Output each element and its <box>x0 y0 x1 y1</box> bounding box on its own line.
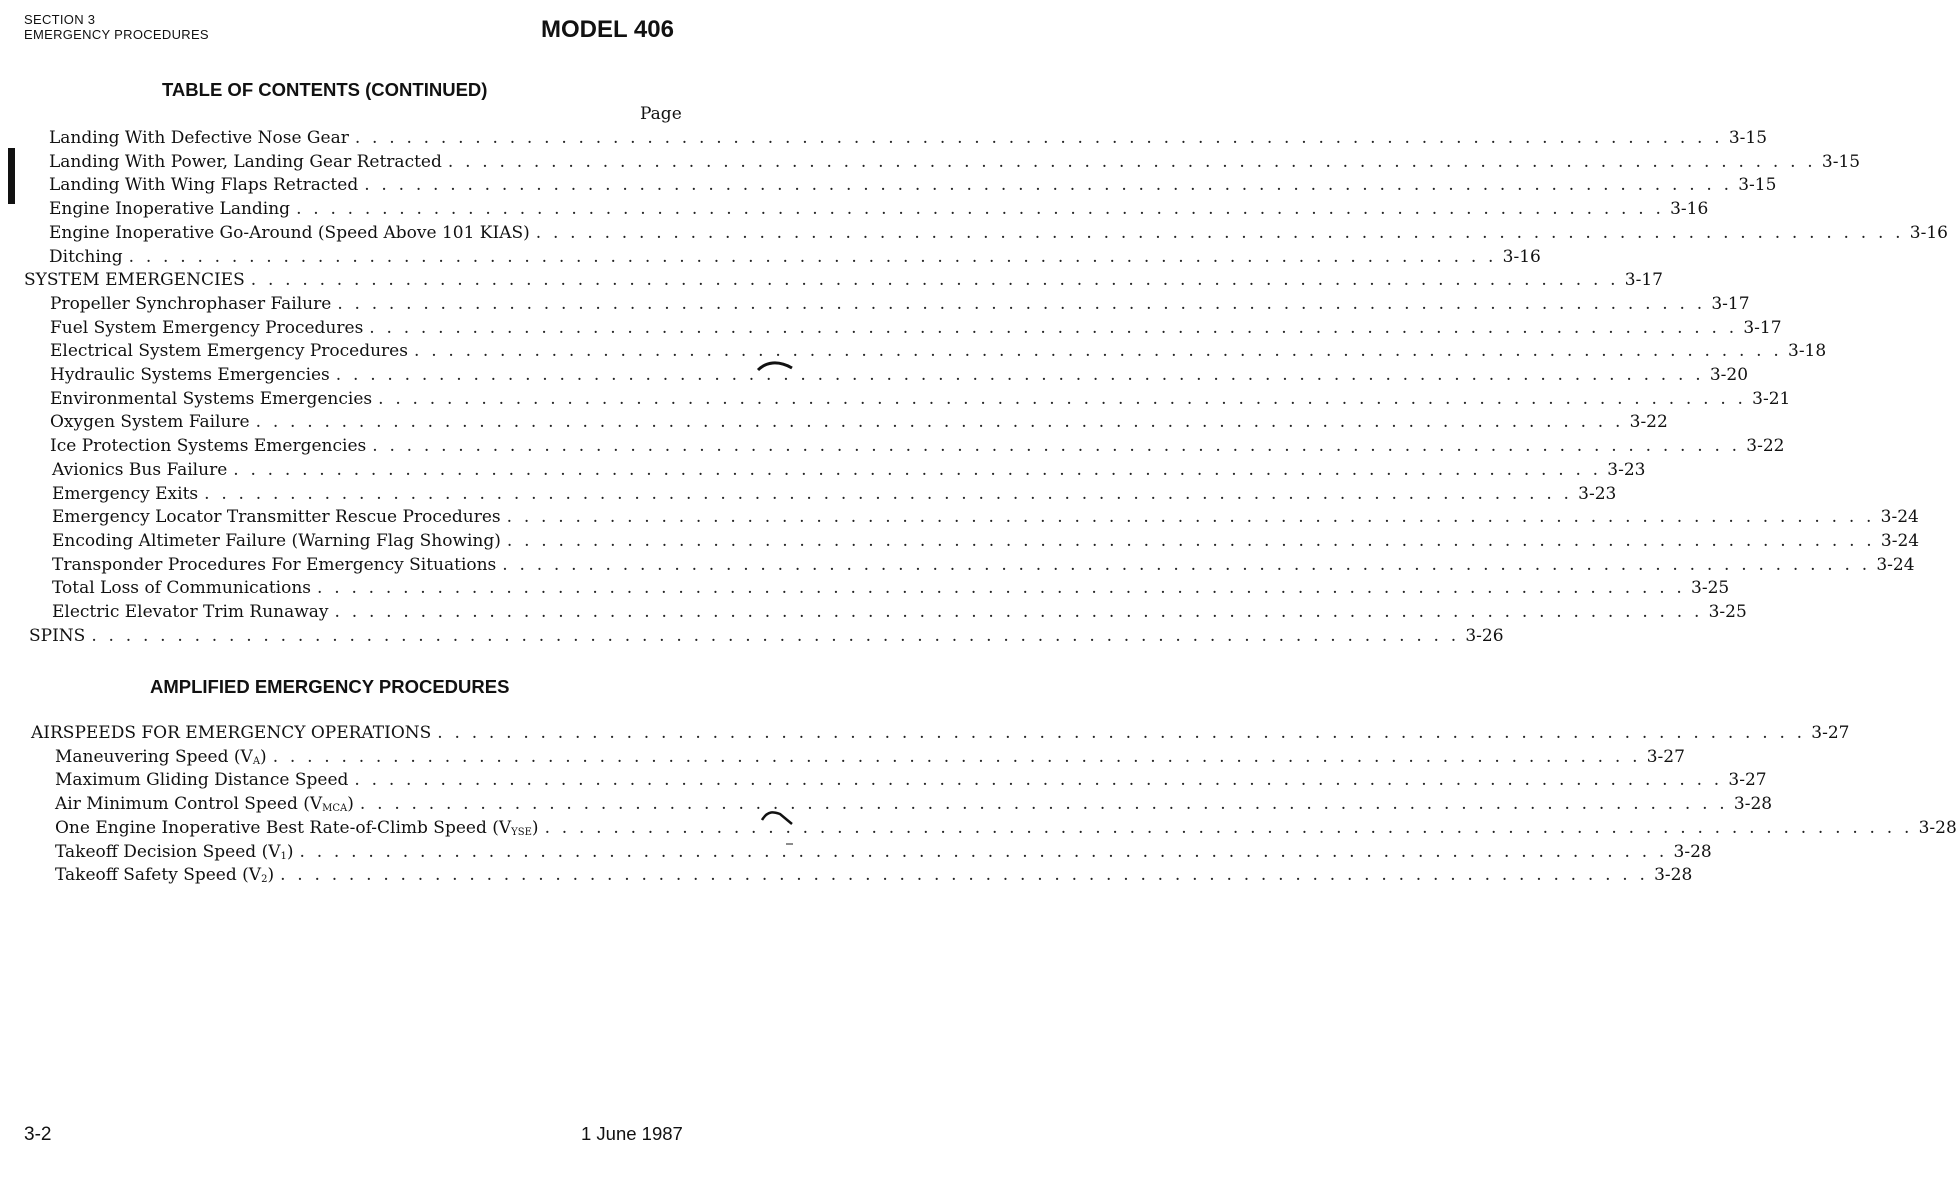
toc-heading: TABLE OF CONTENTS (CONTINUED) <box>162 79 488 100</box>
toc-entry-title: Environmental Systems Emergencies <box>50 388 373 409</box>
scan-mark <box>756 358 796 374</box>
toc-entry-page: 3-16 <box>1502 246 1541 267</box>
toc-entry-page: 3-28 <box>1673 841 1712 862</box>
toc-entry <box>29 625 1504 648</box>
scan-mark <box>784 840 796 848</box>
toc-entry <box>49 127 1768 150</box>
toc-entry <box>50 364 1749 387</box>
toc-entry <box>52 554 1915 577</box>
toc-entry-page: 3-27 <box>1646 746 1685 767</box>
dot-leader: . . . . . . . . . . . . . . . . . . . . . . . . . . . . . . . . . . . . . . . . . . . . . . . . . . . . . . . . . . . . . . . . . . . . . . . . . . . . . . . . <box>506 507 1875 528</box>
section-number: SECTION 3 <box>24 12 96 27</box>
toc-entry-page: 3-22 <box>1629 412 1668 433</box>
toc-entry <box>55 793 1773 816</box>
dot-leader: . . . . . . . . . . . . . . . . . . . . . . . . . . . . . . . . . . . . . . . . . . . . . . . . . . . . . . . . . . . . . . . . . . . . . . . . . . . . . . . . <box>447 151 1816 172</box>
toc-entry-page: 3-21 <box>1752 388 1791 409</box>
toc-entry <box>52 601 1747 624</box>
toc-entry <box>49 198 1709 221</box>
revision-date: 1 June 1987 <box>581 1123 683 1144</box>
toc-entry <box>49 174 1777 197</box>
toc-entry <box>49 246 1541 269</box>
toc-entry <box>55 817 1957 840</box>
toc-entry-title: Encoding Altimeter Failure (Warning Flag Showing) <box>52 530 501 551</box>
dot-leader: . . . . . . . . . . . . . . . . . . . . . . . . . . . . . . . . . . . . . . . . . . . . . . . . . . . . . . . . . . . . . . . . . . . . . . . . . . . . . . . . <box>280 865 1649 886</box>
page-column-label: Page <box>640 104 682 124</box>
toc-entry-title: Takeoff Decision Speed $(V_1)$ <box>55 841 294 862</box>
dot-leader: . . . . . . . . . . . . . . . . . . . . . . . . . . . . . . . . . . . . . . . . . . . . . . . . . . . . . . . . . . . . . . . . . . . . . . . . . . . . . . . . <box>255 412 1624 433</box>
toc-entry-page: 3-28 <box>1654 865 1693 886</box>
toc-entry-title: Landing With Defective Nose Gear <box>49 128 349 148</box>
toc-entry-title: Maximum Gliding Distance Speed <box>55 770 349 791</box>
toc-entry-title: SPINS <box>29 625 86 646</box>
amplified-heading: AMPLIFIED EMERGENCY PROCEDURES <box>150 676 510 697</box>
dot-leader: . . . . . . . . . . . . . . . . . . . . . . . . . . . . . . . . . . . . . . . . . . . . . . . . . . . . . . . . . . . . . . . . . . . . . . . . . . . . . . . . <box>506 530 1875 551</box>
revision-change-bar <box>8 148 15 204</box>
toc-entry-title: Emergency Locator Transmitter Rescue Procedures <box>52 507 501 528</box>
toc-entry-page: 3-22 <box>1746 436 1785 457</box>
toc-entry-title: Avionics Bus Failure <box>52 459 228 480</box>
toc-entry-title: One Engine Inoperative Best Rate-of-Climb Speed $(V_{YSE})$ <box>55 817 539 838</box>
toc-entry <box>49 222 1948 245</box>
toc-entry-title: Engine Inoperative Landing <box>49 199 291 220</box>
dot-leader: . . . . . . . . . . . . . . . . . . . . . . . . . . . . . . . . . . . . . . . . . . . . . . . . . . . . . . . . . . . . . . . . . . . . . . . . . . . . . . . . <box>299 841 1668 862</box>
toc-entry-page: 3-15 <box>1821 151 1861 172</box>
dot-leader: . . . . . . . . . . . . . . . . . . . . . . . . . . . . . . . . . . . . . . . . . . . . . . . . . . . . . . . . . . . . . . . . . . . . . . . . . . . . . . . . <box>334 602 1703 622</box>
toc-entry <box>50 411 1668 434</box>
toc-entry-title: Transponder Procedures For Emergency Situations <box>52 554 497 575</box>
toc-entry-page: 3-26 <box>1465 625 1504 646</box>
dot-leader: . . . . . . . . . . . . . . . . . . . . . . . . . . . . . . . . . . . . . . . . . . . . . . . . . . . . . . . . . . . . . . . . . . . . . . . . . . . . . . . . <box>354 770 1723 791</box>
dot-leader: . . . . . . . . . . . . . . . . . . . . . . . . . . . . . . . . . . . . . . . . . . . . . . . . . . . . . . . . . . . . . . . . . . . . . . . . . . . . . . . . <box>413 341 1782 362</box>
toc-entry <box>49 151 1861 174</box>
toc-entry-title: Landing With Power, Landing Gear Retracted <box>49 151 442 172</box>
dot-leader: . . . . . . . . . . . . . . . . . . . . . . . . . . . . . . . . . . . . . . . . . . . . . . . . . . . . . . . . . . . . . . . . . . . . . . . . . . . . . . . . <box>369 317 1738 338</box>
toc-entry-page: 3-17 <box>1624 270 1663 291</box>
toc-entry-title: SYSTEM EMERGENCIES <box>24 270 245 291</box>
toc-entry-page: 3-28 <box>1733 794 1773 815</box>
toc-entry-page: 3-18 <box>1788 341 1827 362</box>
dot-leader: . . . . . . . . . . . . . . . . . . . . . . . . . . . . . . . . . . . . . . . . . . . . . . . . . . . . . . . . . . . . . . . . . . . . . . . . . . . . . . . . <box>335 365 1704 385</box>
dot-leader: . . . . . . . . . . . . . . . . . . . . . . . . . . . . . . . . . . . . . . . . . . . . . . . . . . . . . . . . . . . . . . . . . . . . . . . . . . . . . . . . <box>272 746 1641 767</box>
dot-leader: . . . . . . . . . . . . . . . . . . . . . . . . . . . . . . . . . . . . . . . . . . . . . . . . . . . . . . . . . . . . . . . . . . . . . . . . . . . . . . . . <box>204 483 1573 504</box>
dot-leader: . . . . . . . . . . . . . . . . . . . . . . . . . . . . . . . . . . . . . . . . . . . . . . . . . . . . . . . . . . . . . . . . . . . . . . . . . . . . . . . . <box>359 794 1728 815</box>
toc-entry-page: 3-16 <box>1909 222 1948 243</box>
toc-entry <box>55 769 1767 792</box>
toc-entry-page: 3-20 <box>1709 365 1749 385</box>
toc-entry-title: Fuel System Emergency Procedures <box>50 317 364 338</box>
toc-entry <box>31 722 1850 745</box>
dot-leader: . . . . . . . . . . . . . . . . . . . . . . . . . . . . . . . . . . . . . . . . . . . . . . . . . . . . . . . . . . . . . . . . . . . . . . . . . . . . . . . . <box>502 554 1871 575</box>
toc-entry <box>55 746 1685 769</box>
toc-entry-title: Oxygen System Failure <box>50 412 250 433</box>
dot-leader: . . . . . . . . . . . . . . . . . . . . . . . . . . . . . . . . . . . . . . . . . . . . . . . . . . . . . . . . . . . . . . . . . . . . . . . . . . . . . . . . <box>128 246 1497 267</box>
toc-entry-page: 3-17 <box>1711 293 1750 314</box>
dot-leader: . . . . . . . . . . . . . . . . . . . . . . . . . . . . . . . . . . . . . . . . . . . . . . . . . . . . . . . . . . . . . . . . . . . . . . . . . . . . . . . . <box>372 436 1741 457</box>
toc-entry-title: Maneuvering Speed $(V_A)$ <box>55 746 267 767</box>
toc-entry <box>52 577 1730 600</box>
toc-entry-title: Electrical System Emergency Procedures <box>50 341 408 362</box>
dot-leader: . . . . . . . . . . . . . . . . . . . . . . . . . . . . . . . . . . . . . . . . . . . . . . . . . . . . . . . . . . . . . . . . . . . . . . . . . . . . . . . . <box>544 817 1913 838</box>
toc-entry <box>55 841 1712 864</box>
toc-entry-page: 3-24 <box>1876 554 1915 575</box>
dot-leader: . . . . . . . . . . . . . . . . . . . . . . . . . . . . . . . . . . . . . . . . . . . . . . . . . . . . . . . . . . . . . . . . . . . . . . . . . . . . . . . . <box>354 128 1723 148</box>
toc-entry-title: Emergency Exits <box>52 483 199 504</box>
toc-entry-page: 3-27 <box>1811 723 1850 743</box>
toc-entry-title: Engine Inoperative Go-Around (Speed Above 101 KIAS) <box>49 222 530 243</box>
toc-entry-page: 3-28 <box>1918 817 1957 838</box>
toc-entry <box>52 483 1617 506</box>
toc-entry-title: Ditching <box>49 246 123 267</box>
dot-leader: . . . . . . . . . . . . . . . . . . . . . . . . . . . . . . . . . . . . . . . . . . . . . . . . . . . . . . . . . . . . . . . . . . . . . . . . . . . . . . . . <box>337 293 1706 314</box>
toc-entry-page: 3-27 <box>1728 770 1767 791</box>
dot-leader: . . . . . . . . . . . . . . . . . . . . . . . . . . . . . . . . . . . . . . . . . . . . . . . . . . . . . . . . . . . . . . . . . . . . . . . . . . . . . . . . <box>233 459 1602 480</box>
dot-leader: . . . . . . . . . . . . . . . . . . . . . . . . . . . . . . . . . . . . . . . . . . . . . . . . . . . . . . . . . . . . . . . . . . . . . . . . . . . . . . . . <box>296 199 1665 220</box>
toc-entry <box>50 388 1791 411</box>
toc-entry <box>52 506 1919 529</box>
toc-entry-page: 3-15 <box>1728 128 1768 148</box>
toc-entry <box>52 459 1646 482</box>
toc-entry-page: 3-24 <box>1880 507 1919 528</box>
toc-entry-page: 3-16 <box>1670 199 1709 220</box>
toc-entry <box>50 435 1785 458</box>
toc-entry-title: Hydraulic Systems Emergencies <box>50 365 330 385</box>
toc-entry <box>52 530 1920 553</box>
toc-entry-page: 3-23 <box>1607 459 1646 480</box>
dot-leader: . . . . . . . . . . . . . . . . . . . . . . . . . . . . . . . . . . . . . . . . . . . . . . . . . . . . . . . . . . . . . . . . . . . . . . . . . . . . . . . . <box>91 625 1460 646</box>
toc-entry <box>24 269 1663 292</box>
section-header <box>24 12 209 42</box>
toc-entry <box>50 293 1750 316</box>
scan-mark <box>758 806 798 828</box>
dot-leader: . . . . . . . . . . . . . . . . . . . . . . . . . . . . . . . . . . . . . . . . . . . . . . . . . . . . . . . . . . . . . . . . . . . . . . . . . . . . . . . . <box>378 388 1747 409</box>
model-title: MODEL 406 <box>541 16 674 43</box>
toc-entry-title: Air Minimum Control Speed $(V_{MCA})$ <box>55 794 354 815</box>
toc-entry-title: Landing With Wing Flaps Retracted <box>49 175 359 196</box>
toc-entry-page: 3-24 <box>1880 530 1920 551</box>
toc-entry-title: Ice Protection Systems Emergencies <box>50 436 367 457</box>
dot-leader: . . . . . . . . . . . . . . . . . . . . . . . . . . . . . . . . . . . . . . . . . . . . . . . . . . . . . . . . . . . . . . . . . . . . . . . . . . . . . . . . <box>364 175 1733 196</box>
toc-entry-page: 3-17 <box>1743 317 1782 338</box>
toc-entry-title: AIRSPEEDS FOR EMERGENCY OPERATIONS <box>31 723 432 743</box>
dot-leader: . . . . . . . . . . . . . . . . . . . . . . . . . . . . . . . . . . . . . . . . . . . . . . . . . . . . . . . . . . . . . . . . . . . . . . . . . . . . . . . . <box>535 222 1904 243</box>
dot-leader: . . . . . . . . . . . . . . . . . . . . . . . . . . . . . . . . . . . . . . . . . . . . . . . . . . . . . . . . . . . . . . . . . . . . . . . . . . . . . . . . <box>250 270 1619 291</box>
toc-entry-page: 3-25 <box>1708 602 1747 622</box>
toc-entry-title: Takeoff Safety Speed $(V_2)$ <box>55 865 275 886</box>
toc-entry-page: 3-15 <box>1738 175 1777 196</box>
page-number: 3-2 <box>24 1124 52 1145</box>
toc-entry-title: Propeller Synchrophaser Failure <box>50 293 332 314</box>
toc-entry-page: 3-25 <box>1691 578 1730 599</box>
toc-entry-title: Electric Elevator Trim Runaway <box>52 602 329 622</box>
toc-entry <box>50 340 1827 363</box>
toc-entry <box>50 317 1782 340</box>
toc-entry-page: 3-23 <box>1578 483 1617 504</box>
section-title: EMERGENCY PROCEDURES <box>24 27 209 42</box>
toc-entry-title: Total Loss of Communications <box>52 578 312 599</box>
dot-leader: . . . . . . . . . . . . . . . . . . . . . . . . . . . . . . . . . . . . . . . . . . . . . . . . . . . . . . . . . . . . . . . . . . . . . . . . . . . . . . . . <box>317 578 1686 599</box>
toc-entry <box>55 864 1693 887</box>
dot-leader: . . . . . . . . . . . . . . . . . . . . . . . . . . . . . . . . . . . . . . . . . . . . . . . . . . . . . . . . . . . . . . . . . . . . . . . . . . . . . . . . <box>437 723 1806 743</box>
